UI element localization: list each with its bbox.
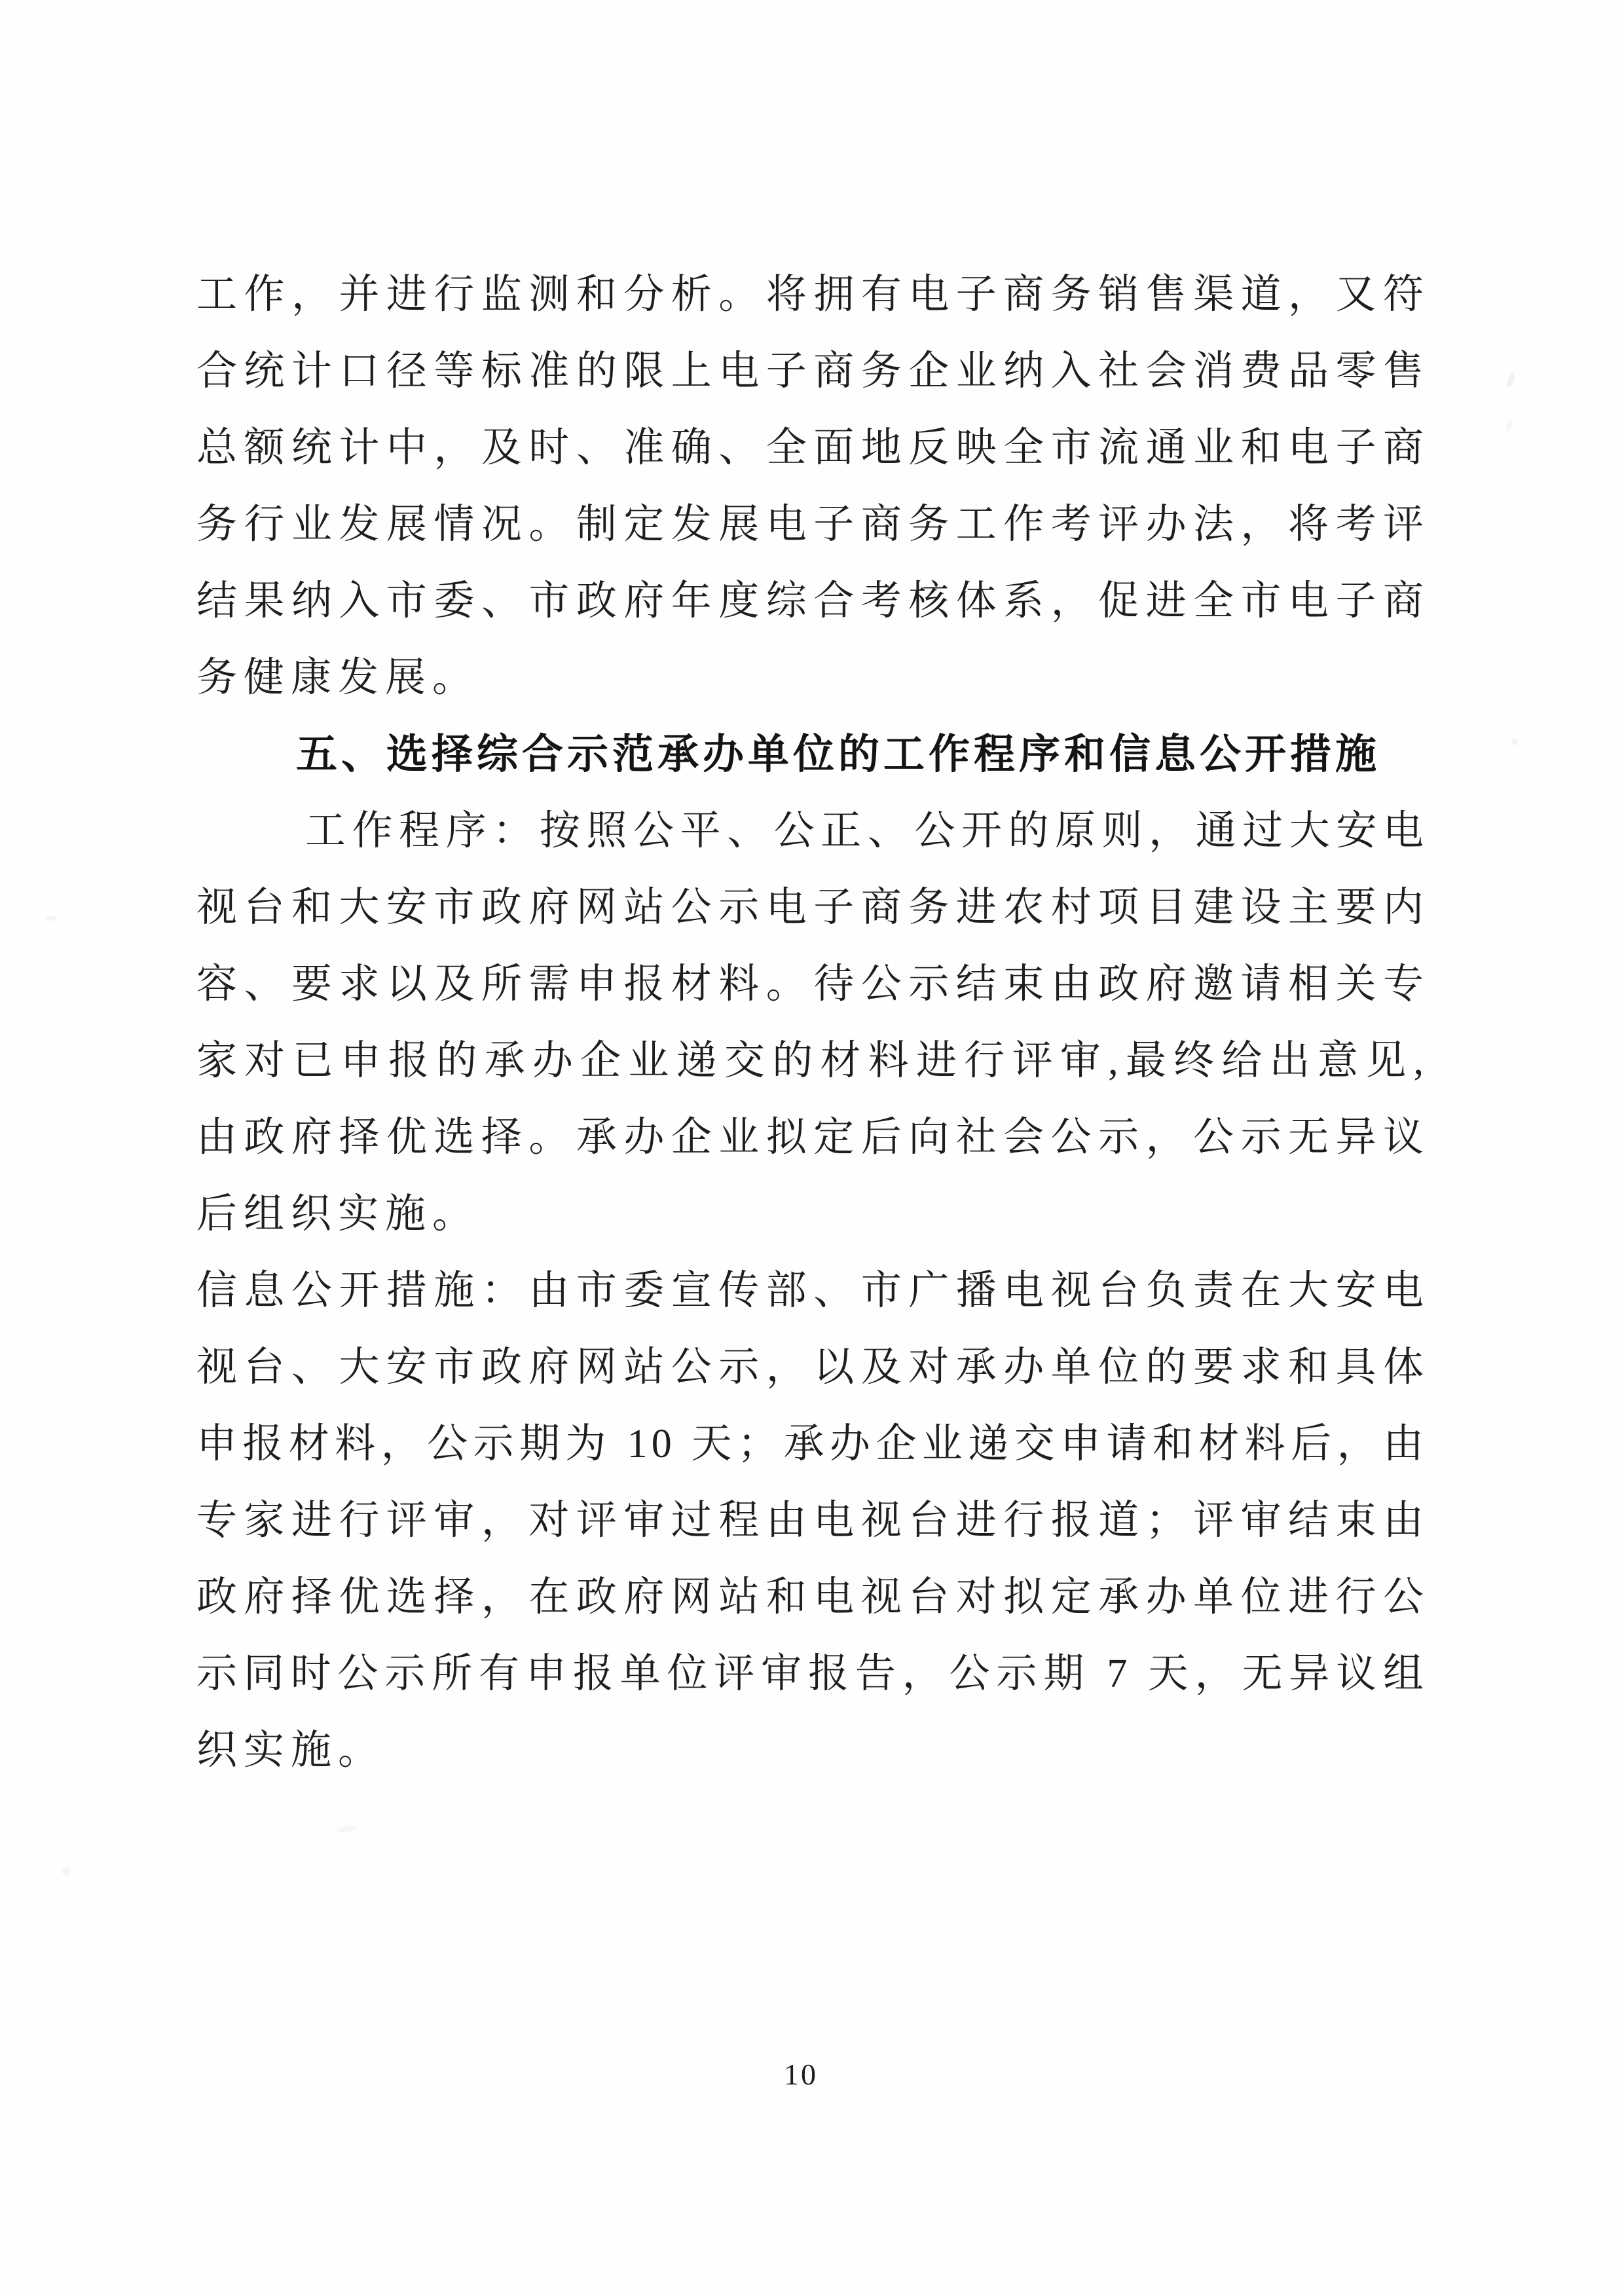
text-line: 总额统计中，及时、准确、全面地反映全市流通业和电子商: [196, 426, 1428, 470]
text-line: 织实施。: [196, 1728, 386, 1773]
text-line: 由政府择优选择。承办企业拟定后向社会公示，公示无异议: [196, 1115, 1428, 1160]
paragraph-continuation: [196, 257, 1428, 716]
scan-artifact: [1505, 420, 1513, 432]
text-line: 务行业发展情况。制定发展电子商务工作考评办法，将考评: [196, 502, 1428, 547]
paragraph-work-procedure: [196, 793, 1428, 1253]
text-line: 信息公开措施：由市委宣传部、市广播电视台负责在大安电: [196, 1268, 1428, 1313]
scan-artifact: [46, 916, 56, 921]
text-line: 示同时公示所有申报单位评审报告，公示期 7 天，无异议组: [196, 1652, 1428, 1696]
scan-artifact: [1511, 739, 1518, 745]
text-line: 后组织实施。: [196, 1192, 480, 1236]
page-number: 10: [784, 2058, 818, 2091]
text-line: 政府择优选择，在政府网站和电视台对拟定承办单位进行公: [196, 1575, 1428, 1620]
text-line: 工作，并进行监测和分析。将拥有电子商务销售渠道，又符: [196, 272, 1428, 317]
scan-artifact: [337, 1824, 358, 1833]
scan-artifact: [1506, 371, 1517, 388]
text-line: 专家进行评审，对评审过程由电视台进行报道；评审结束由: [196, 1498, 1428, 1543]
text-line: 家对已申报的承办企业递交的材料进行评审,最终给出意见,: [196, 1039, 1428, 1083]
text-line: 视台和大安市政府网站公示电子商务进农村项目建设主要内: [196, 885, 1428, 930]
text-line: 工作程序：按照公平、公正、公开的原则，通过大安电: [305, 809, 1428, 853]
paragraph-info-disclosure: [196, 1253, 1428, 1789]
text-line: 申报材料，公示期为 10 天；承办企业递交申请和材料后，由: [196, 1422, 1428, 1466]
document-body: [196, 257, 1428, 1789]
scan-artifact: [62, 1868, 70, 1876]
text-line: 结果纳入市委、市政府年度综合考核体系，促进全市电子商: [196, 579, 1428, 623]
text-line: 合统计口径等标准的限上电子商务企业纳入社会消费品零售: [196, 349, 1428, 394]
text-line: 视台、大安市政府网站公示，以及对承办单位的要求和具体: [196, 1345, 1428, 1390]
text-line: 容、要求以及所需申报材料。待公示结束由政府邀请相关专: [196, 962, 1428, 1007]
text-line: 务健康发展。: [196, 656, 480, 700]
section-heading: 五、选择综合示范承办单位的工作程序和信息公开措施: [296, 731, 1380, 777]
